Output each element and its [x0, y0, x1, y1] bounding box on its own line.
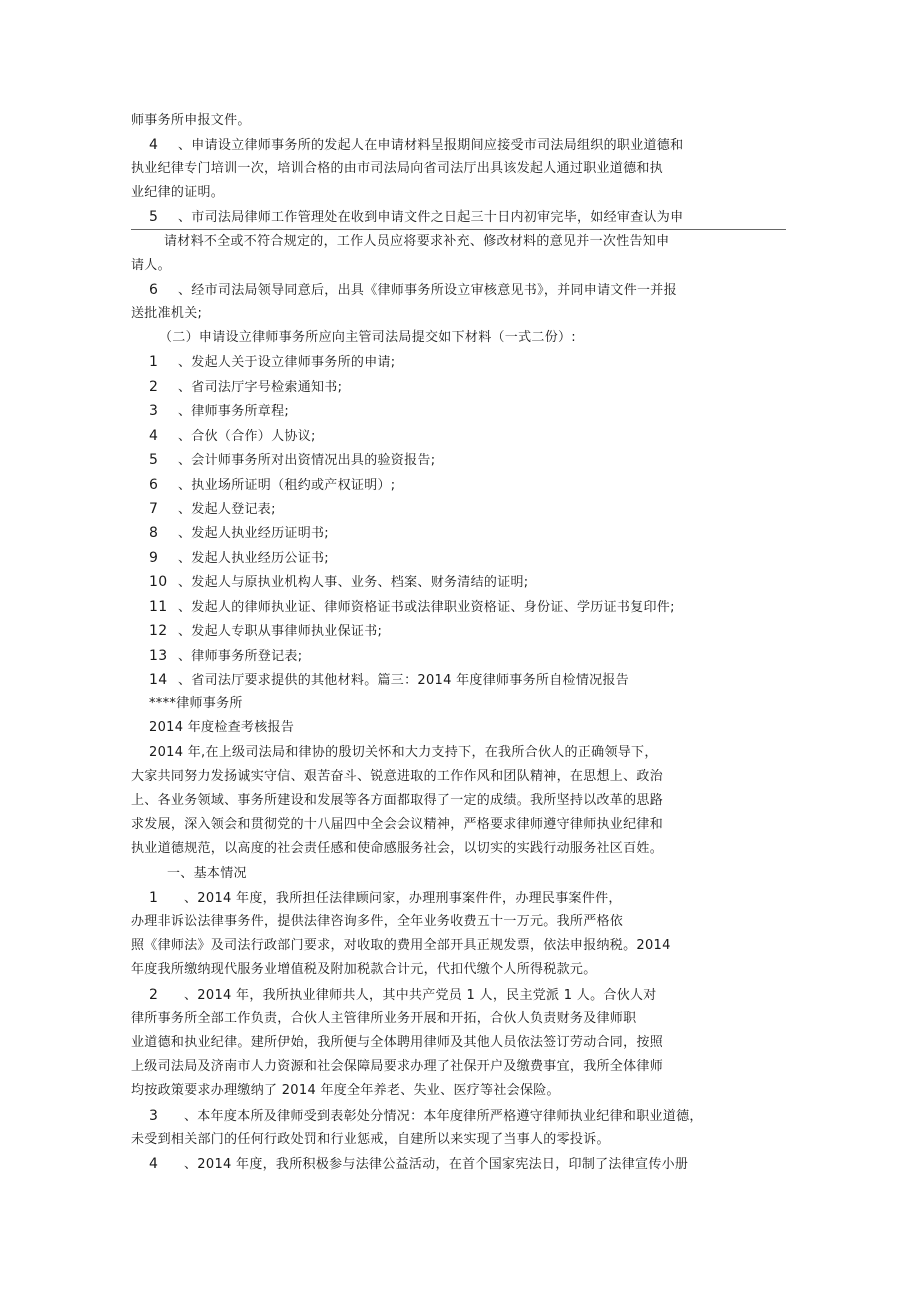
item-number: 9 — [149, 550, 159, 566]
line-text: 、发起人执业经历公证书; — [178, 551, 329, 566]
line-text: 、发起人与原执业机构人事、业务、档案、财务清结的证明; — [178, 575, 529, 590]
line-text: 、发起人专职从事律师执业保证书; — [178, 624, 383, 639]
line-text: 、发起人的律师执业证、律师资格证书或法律职业资格证、身份证、学历证书复印件; — [178, 600, 675, 615]
numbered-line — [149, 621, 382, 642]
line-text: 、经市司法局领导同意后，出具《律师事务所设立审核意见书》，并同申请文件一并报 — [178, 283, 677, 298]
item-number: 7 — [149, 501, 159, 517]
line-text: 、2014 年度，我所积极参与法律公益活动，在首个国家宪法日，印制了法律宣传小册 — [184, 1157, 689, 1172]
numbered-line — [149, 670, 629, 691]
numbered-line — [149, 888, 622, 909]
line-text: 、发起人执业经历证明书; — [178, 526, 329, 541]
text-line: 均按政策要求办理缴纳了 2014 年度全年养老、失业、医疗等社会保险。 — [131, 1083, 560, 1098]
numbered-line — [149, 499, 276, 520]
text-line: 请人。 — [131, 258, 171, 273]
text-line: 大家共同努力发扬诚实守信、艰苦奋斗、锐意进取的工作作风和团队精神，在思想上、政治 — [131, 769, 664, 784]
numbered-line — [149, 475, 395, 496]
item-number: 8 — [149, 525, 159, 541]
numbered-line — [149, 1106, 703, 1127]
item-number: 11 — [149, 599, 168, 615]
item-number: 4 — [149, 428, 159, 444]
numbered-line — [149, 352, 395, 373]
section-heading: （二）申请设立律师事务所应向主管司法局提交如下材料（一式二份）: — [159, 330, 576, 345]
line-text: 、发起人登记表; — [178, 502, 276, 517]
report-title: 2014 年度检查考核报告 — [149, 720, 295, 735]
line-text: 、律师事务所章程; — [178, 404, 290, 419]
line-text: 、省司法厅字号检索通知书; — [178, 380, 343, 395]
numbered-line — [149, 135, 683, 156]
item-number: 6 — [149, 477, 159, 493]
line-text: 、本年度本所及律师受到表彰处分情况：本年度律所严格遵守律师执业纪律和职业道德， — [184, 1109, 703, 1124]
item-number: 4 — [149, 137, 159, 153]
text-line: 求发展，深入领会和贯彻党的十八届四中全会会议精神，严格要求律师遵守律师执业纪律和 — [131, 817, 664, 832]
line-text: 、市司法局律师工作管理处在收到申请文件之日起三十日内初审完毕，如经审查认为申 — [178, 210, 684, 225]
text-line: 业道德和执业纪律。建所伊始，我所便与全体聘用律师及其他人员依法签订劳动合同，按照 — [131, 1035, 664, 1050]
text-line: 年度我所缴纳现代服务业增值税及附加税款合计元，代扣代缴个人所得税款元。 — [131, 962, 597, 977]
numbered-line — [149, 377, 342, 398]
text-line: 上、各业务领域、事务所建设和发展等各方面都取得了一定的成绩。我所坚持以改革的思路 — [131, 793, 664, 808]
numbered-line — [149, 985, 657, 1006]
line-text: 、发起人关于设立律师事务所的申请; — [178, 355, 396, 370]
item-number: 1 — [149, 890, 159, 906]
item-number: 10 — [149, 574, 168, 590]
item-number: 3 — [149, 1108, 159, 1124]
text-line: 律所事务所全部工作负责，合伙人主管律所业务开展和开拓，合伙人负责财务及律师职 — [131, 1011, 637, 1026]
numbered-line — [149, 548, 329, 569]
numbered-line — [149, 523, 329, 544]
line-text: 、合伙（合作）人协议; — [178, 429, 316, 444]
text-line: 照《律师法》及司法行政部门要求，对收取的费用全部开具正规发票，依法申报纳税。2014 — [131, 938, 671, 953]
text-line: 请材料不全或不符合规定的，工作人员应将要求补充、修改材料的意见并一次性告知申 — [164, 234, 670, 249]
line-text: 、律师事务所登记表; — [178, 649, 303, 664]
item-number: 5 — [149, 452, 159, 468]
text-line: 未受到相关部门的任何行政处罚和行业惩戒，自建所以来实现了当事人的零投诉。 — [131, 1132, 610, 1147]
numbered-line — [149, 207, 683, 228]
numbered-line — [149, 401, 289, 422]
text-line: 执业纪律专门培训一次，培训合格的由市司法局向省司法厅出具该发起人通过职业道德和执 — [131, 161, 664, 176]
item-number: 1 — [149, 354, 159, 370]
text-line: 送批准机关; — [131, 306, 203, 321]
text-line: 执业道德规范，以高度的社会责任感和使命感服务社会，以切实的实践行动服务社区百姓。 — [131, 841, 664, 856]
text-line: 办理非诉讼法律事务件，提供法律咨询多件，全年业务收费五十一万元。我所严格依 — [131, 914, 624, 929]
section-heading: 一、基本情况 — [167, 866, 247, 881]
item-number: 5 — [149, 209, 159, 225]
line-text: 、执业场所证明（租约或产权证明）; — [178, 478, 396, 493]
line-text: 、申请设立律师事务所的发起人在申请材料呈报期间应接受市司法局组织的职业道德和 — [178, 138, 684, 153]
item-number: 2 — [149, 379, 159, 395]
item-number: 3 — [149, 403, 159, 419]
numbered-line — [149, 597, 675, 618]
item-number: 12 — [149, 623, 168, 639]
numbered-line — [149, 572, 528, 593]
line-text: 、省司法厅要求提供的其他材料。篇三：2014 年度律师事务所自检情况报告 — [178, 673, 630, 688]
item-number: 4 — [149, 1156, 159, 1172]
numbered-line — [149, 450, 435, 471]
numbered-line — [149, 426, 316, 447]
numbered-line — [149, 280, 677, 301]
numbered-line — [149, 1154, 688, 1175]
item-number: 6 — [149, 282, 159, 298]
text-line: 上级司法局及济南市人力资源和社会保障局要求办理了社保开户及缴费事宜，我所全体律师 — [131, 1059, 664, 1074]
horizontal-rule — [131, 229, 786, 230]
item-number: 14 — [149, 672, 168, 688]
text-line: 2014 年,在上级司法局和律协的殷切关怀和大力支持下，在我所合伙人的正确领导下， — [149, 745, 658, 760]
text-line: ****律师事务所 — [149, 696, 243, 711]
text-line: 业纪律的证明。 — [131, 185, 225, 200]
item-number: 13 — [149, 648, 168, 664]
text-line: 师事务所申报文件。 — [131, 113, 251, 128]
line-text: 、2014 年，我所执业律师共人，其中共产党员 1 人，民主党派 1 人。合伙人对 — [184, 988, 657, 1003]
line-text: 、2014 年度，我所担任法律顾问家，办理刑事案件件，办理民事案件件， — [184, 891, 622, 906]
line-text: 、会计师事务所对出资情况出具的验资报告; — [178, 453, 436, 468]
item-number: 2 — [149, 987, 159, 1003]
numbered-line — [149, 646, 302, 667]
